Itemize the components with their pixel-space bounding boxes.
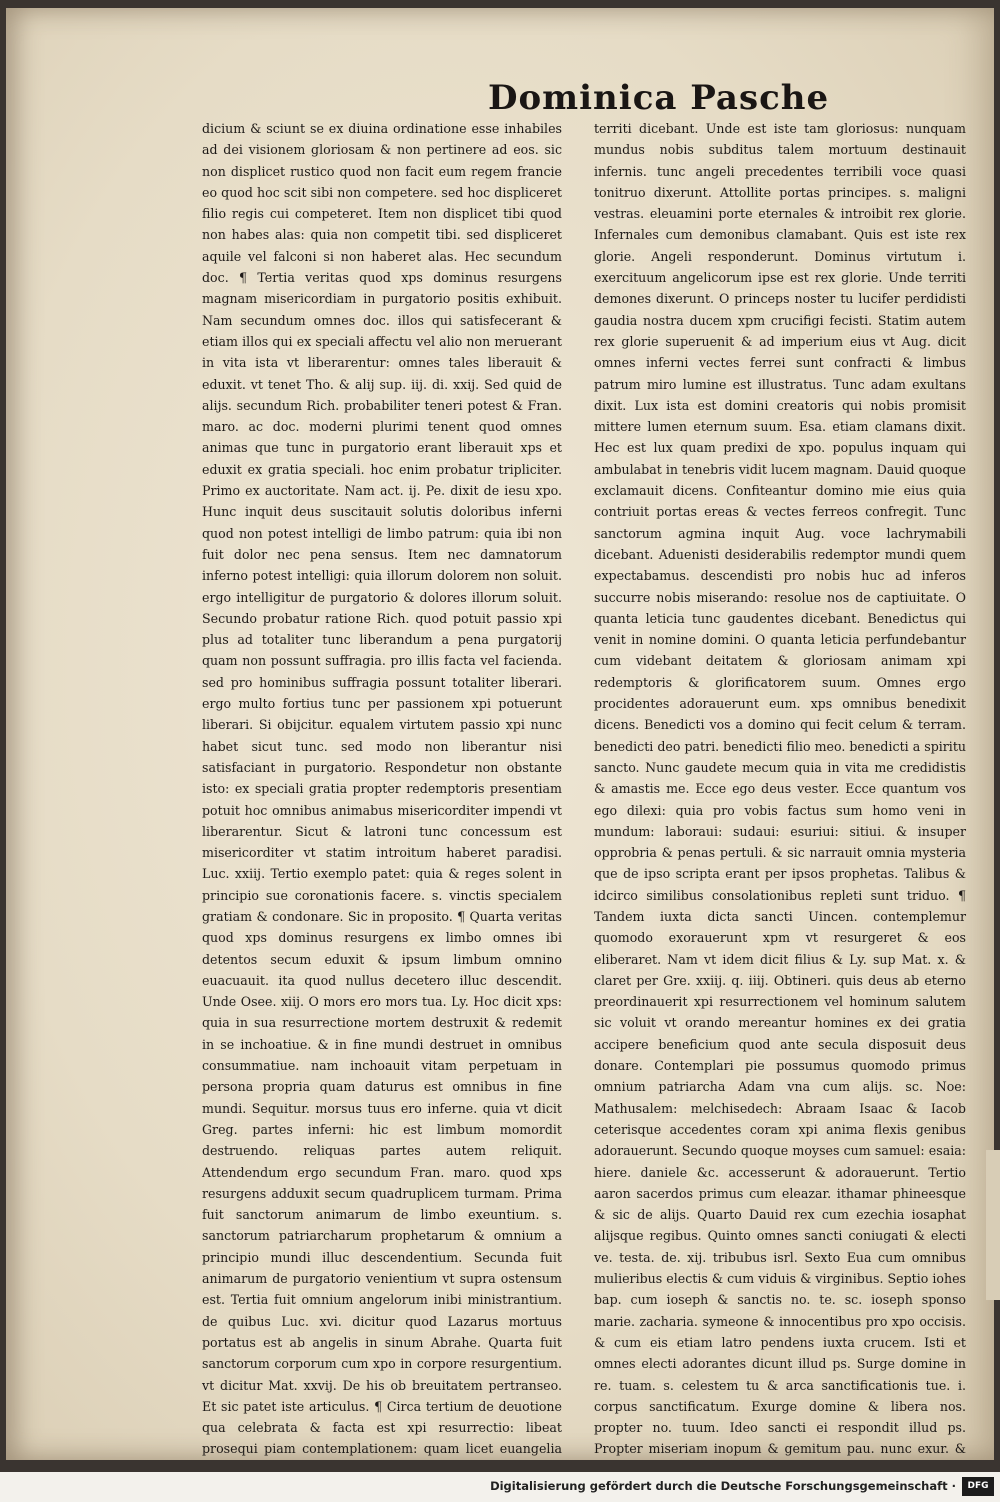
page-title: Dominica Pasche xyxy=(488,78,830,118)
dfg-logo: DFG xyxy=(962,1477,994,1496)
text-column-right xyxy=(594,118,966,1460)
column-right-text: territi dicebant. Unde est iste tam gloriosus: nunquam mundus nobis subditus talem mortuum destinauit infernis. tunc angeli precedentes terribili voce quasi tonitruo dixerunt. Attollite portas principes. s. maligni vestras. eleuamini porte eternales & introibit rex glorie. Infernales cum demonibus clamabant. Quis est iste rex glorie. Angeli responderunt. Dominus virtutum i. exercituum angelicorum ipse est rex glorie. Unde territi demones dixerunt. O princeps noster tu lucifer perdidisti gaudia nostra ducem xpm crucifigi fecisti. Statim autem rex glorie superuenit & ad imperium eius vt Aug. dicit omnes inferni vectes ferrei sunt confracti & limbus patrum miro lumine est illustratus. Tunc adam exultans dixit. Lux ista est domini creatoris qui nobis promisit mittere lumen eternum suum. Esa. etiam clamans dixit. Hec est lux quam predixi de xpo. populus inquam qui ambulabat in tenebris vidit lucem magnam. Dauid quoque exclamauit dicens. Confiteantur domino mie eius quia contriuit portas ereas & vectes ferreos confregit. Tunc sanctorum agmina inquit Aug. voce lachrymabili dicebant. Aduenisti desiderabilis redemptor mundi quem expectabamus. descendisti pro nobis huc ad inferos succurre nobis miserando: resolue nos de captiuitate. O quanta leticia tunc gaudentes dicebant. Benedictus qui venit in nomine domini. O quanta leticia perfundebantur cum videbant deitatem & gloriosam animam xpi redemptoris & glorificatorem suum. Omnes ergo procidentes adorauerunt eum. xps omnibus benedixit dicens. Benedicti vos a domino qui fecit celum & terram. benedicti deo patri. benedicti filio meo. benedicti a spiritu sancto. Nunc gaudete mecum quia in vita me credidistis & amastis me. Ecce ego deus vester. Ecce quantum vos ego dilexi: quia pro vobis factus sum homo veni in mundum: laboraui: sudaui: esuriui: sitiui. & insuper opprobria & penas pertuli. & sic narrauit omnia mysteria que de ipso scripta erant per ipsos prophetas. Talibus & idcirco similibus consolationibus repleti sunt triduo. ¶ Tandem iuxta dicta sancti Uincen. contemplemur quomodo exorauerunt xpm vt resurgeret & eos eliberaret. Nam vt idem dicit filius & Ly. sup Mat. x. & claret per Gre. xxiij. q. iiij. Obtineri. quis deus ab eterno preordinauerit xpi resurrectionem vel hominum salutem sic voluit vt orando mereantur homines ex dei gratia accipere beneficium quod ante secula disposuit deus donare. Contemplari pie possumus quomodo primus omnium patriarcha Adam vna cum alijs. sc. Noe: Mathusalem: melchisedech: Abraam Isaac & Iacob ceterisque accedentes coram xpi anima flexis genibus adorauerunt. Secundo quoque moyses cum samuel: esaia: hiere. daniele &c. accesserunt & adorauerunt. Tertio aaron sacerdos primus cum eleazar. ithamar phineesque & sic de alijs. Quarto Dauid rex cum ezechia iosaphat alijsque regibus. Quinto omnes sancti coniugati & electi ve. testa. de. xij. tribubus isrl. Sexto Eua cum omnibus mulieribus electis & cum viduis & virginibus. Septio iohes bap. cum ioseph & sanctis no. te. sc. ioseph sponso marie. zacharia. symeone & innocentibus pro xpo occisis. & cum eis etiam latro pendens iuxta crucem. Isti et omnes electi adorantes dicunt illud ps. Surge domine in re. tuam. s. celestem tu & arca sanctificationis tue. i. corpus sanctificatum. Exurge domine & libera nos. propter no. tuum. Ideo sancti ei respondit illud ps. Propter miseriam inopum & gemitum pau. nunc exur. & xyxy=(594,121,966,1457)
footer-bar xyxy=(0,1472,1000,1502)
column-left-text: dicium & sciunt se ex diuina ordinatione esse inhabiles ad dei visionem gloriosam & non pertinere ad eos. sic non displicet rustico quod non facit eum regem francie eo quod hoc scit sibi non competere. sed hoc displiceret filio regis cui competeret. Item non displicet tibi quod non habes alas: quia non competit tibi. sed displiceret aquile vel falconi si non haberet alas. Hec secundum doc. ¶ Tertia veritas quod xps dominus resurgens magnam misericordiam in purgatorio positis exhibuit. Nam secundum omnes doc. illos qui satisfecerant & etiam illos qui ex speciali affectu vel alio non meruerant in vita ista vt liberarentur: omnes tales liberauit & eduxit. vt tenet Tho. & alij sup. iij. di. xxij. Sed quid de alijs. secundum Rich. probabiliter teneri potest & Fran. maro. ac doc. moderni plurimi tenent quod omnes animas que tunc in purgatorio erant liberauit xps et eduxit ex gratia speciali. hoc enim probatur tripliciter. Primo ex auctoritate. Nam act. ij. Pe. dixit de iesu xpo. Hunc inquit deus suscitauit solutis doloribus inferni quod non potest intelligi de limbo patrum: quia ibi non fuit dolor nec pena sensus. Item nec damnatorum inferno potest intelligi: quia illorum dolorem non soluit. ergo intelligitur de purgatorio & dolores illorum soluit. Secundo probatur ratione Rich. quod potuit passio xpi plus ad totaliter tunc liberandum a pena purgatorij quam non possunt suffragia. pro illis facta vel facienda. sed pro hominibus suffragia possunt totaliter liberari. ergo multo fortius tunc per passionem xpi potuerunt liberari. Si obijcitur. equalem virtutem passio xpi nunc habet sicut tunc. sed modo non liberantur nisi satisfaciant in purgatorio. Respondetur non obstante isto: ex speciali gratia propter redemptoris presentiam potuit hoc omnibus animabus misericorditer impendi vt liberarentur. Sicut & latroni tunc concessum est misericorditer vt statim introitum haberet paradisi. Luc. xxiij. Tertio exemplo patet: quia & reges solent in principio sue coronationis facere. s. vinctis specialem gratiam & condonare. Sic in proposito. ¶ Quarta veritas quod xps dominus resurgens ex limbo omnes ibi detentos secum eduxit & ipsum limbum omnino euacuauit. ita quod nullus decetero illuc descendit. Unde Osee. xiij. O mors ero mors tua. Ly. Hoc dicit xps: quia in sua resurrectione mortem destruxit & redemit in se inchoatiue. & in fine mundi destruet in omnibus consummatiue. nam inchoauit vitam perpetuam in persona propria quam daturus est omnibus in fine mundi. Sequitur. morsus tuus ero inferne. quia vt dicit Greg. partes inferni: hic est limbum momordit destruendo. reliquas partes autem reliquit. Attendendum ergo secundum Fran. maro. quod xps resurgens adduxit secum quadruplicem turmam. Prima fuit sanctorum animarum de limbo exeuntium. s. sanctorum patriarcharum prophetarum & omnium a principio mundi illuc descendentium. Secunda fuit animarum de purgatorio venientium vt supra ostensum est. Tertia fuit omnium angelorum inibi ministrantium. de quibus Luc. xvi. dicitur quod Lazarus mortuus portatus est ab angelis in sinum Abrahe. Quarta fuit sanctorum corporum cum xpo in corpore resurgentium. vt dicitur Mat. xxvij. De his ob breuitatem pertranseo. Et sic patet iste articulus. ¶ Circa tertium de deuotione qua celebrata & facta est xpi resurrectio: libeat prosequi piam contemplationem: quam licet euangelia xyxy=(202,121,562,1457)
funding-credit: Digitalisierung gefördert durch die Deutsche Forschungsgemeinschaft · xyxy=(490,1479,956,1493)
adjacent-page-edge xyxy=(986,1150,1000,1300)
text-column-left xyxy=(202,118,562,1460)
book-page xyxy=(6,8,994,1460)
